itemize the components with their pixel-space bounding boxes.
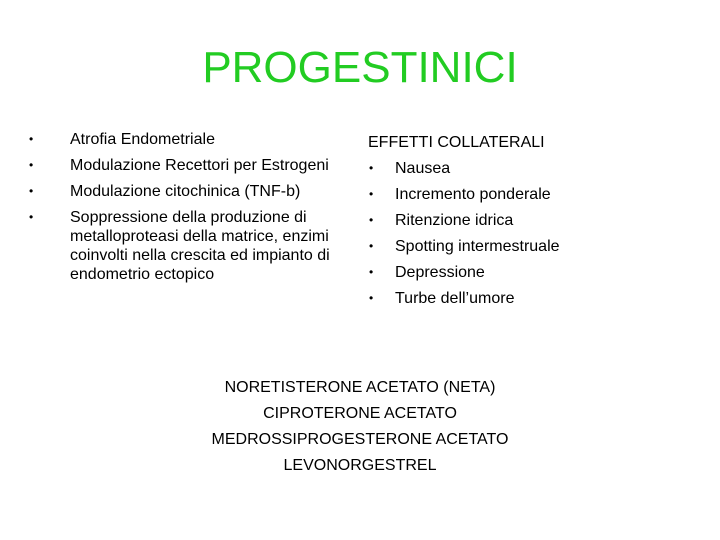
slide-title: PROGESTINICI xyxy=(202,43,518,92)
side-effects-heading: EFFETTI COLLATERALI xyxy=(368,134,545,151)
list-item: • Atrofia Endometriale xyxy=(70,130,350,149)
drug-name: CIPROTERONE ACETATO xyxy=(263,405,457,422)
list-item: • Modulazione Recettori per Estrogeni xyxy=(70,156,350,175)
list-item: • Soppressione della produzione di metalloproteasi della matrice, enzimi coinvolti nella crescita ed impianto di endometrio ectopico xyxy=(70,208,350,284)
list-item: • Depressione xyxy=(395,263,688,282)
list-item: • Ritenzione idrica xyxy=(395,211,688,230)
drug-name: MEDROSSIPROGESTERONE ACETATO xyxy=(211,431,509,448)
side-effects-list xyxy=(368,159,688,308)
list-item: • Turbe dell’umore xyxy=(395,289,688,308)
list-item: • Modulazione citochinica (TNF-b) xyxy=(70,182,350,201)
list-item: • Incremento ponderale xyxy=(395,185,688,204)
drug-list xyxy=(0,375,720,479)
mechanisms-list xyxy=(70,130,350,291)
drug-name: NORETISTERONE ACETATO (NETA) xyxy=(224,379,496,396)
drug-name: LEVONORGESTREL xyxy=(283,457,437,474)
list-item: • Spotting intermestruale xyxy=(395,237,688,256)
list-item: • Nausea xyxy=(395,159,688,178)
side-effects-block xyxy=(368,133,688,315)
